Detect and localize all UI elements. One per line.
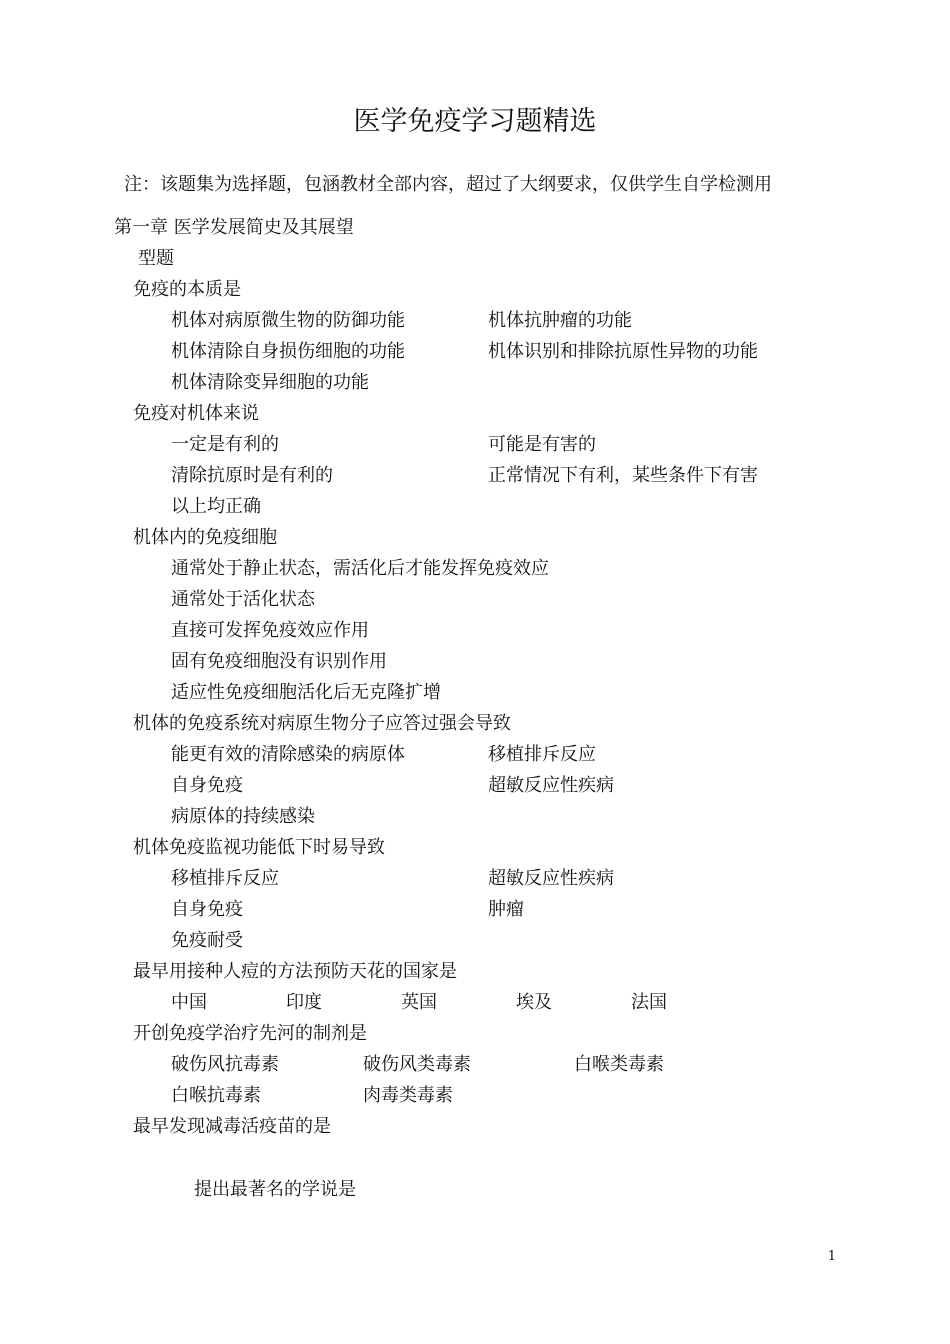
- question-option: 印度: [286, 992, 322, 1013]
- question-option: 通常处于活化状态: [171, 589, 315, 610]
- page-number: 1: [827, 1249, 836, 1264]
- question-stem: 机体免疫监视功能低下时易导致: [133, 837, 385, 858]
- question-option: 固有免疫细胞没有识别作用: [171, 651, 387, 672]
- question-option: 免疫耐受: [171, 930, 243, 951]
- question-option: 中国: [171, 992, 207, 1013]
- question-option: 肉毒类毒素: [363, 1085, 453, 1106]
- question-stem: 开创免疫学治疗先河的制剂是: [133, 1023, 367, 1044]
- question-option: 白喉抗毒素: [171, 1085, 261, 1106]
- question-option: 自身免疫: [171, 775, 243, 796]
- question-option: 超敏反应性疾病: [488, 868, 614, 889]
- question-option: 正常情况下有利，某些条件下有害: [488, 465, 758, 486]
- question-option: 以上均正确: [171, 496, 261, 517]
- question-stem: 最早用接种人痘的方法预防天花的国家是: [133, 961, 457, 982]
- question-option: 破伤风类毒素: [363, 1054, 471, 1075]
- question-option: 通常处于静止状态，需活化后才能发挥免疫效应: [171, 558, 549, 579]
- question-option: 可能是有害的: [488, 434, 596, 455]
- question-option: 机体清除变异细胞的功能: [171, 372, 369, 393]
- question-stem: 免疫的本质是: [133, 279, 241, 300]
- question-option: 超敏反应性疾病: [488, 775, 614, 796]
- question-stem: 机体的免疫系统对病原生物分子应答过强会导致: [133, 713, 511, 734]
- question-option: 能更有效的清除感染的病原体: [171, 744, 405, 765]
- question-option: 一定是有利的: [171, 434, 279, 455]
- question-option: 机体抗肿瘤的功能: [488, 310, 632, 331]
- question-option: 埃及: [516, 992, 552, 1013]
- question-option: 直接可发挥免疫效应作用: [171, 620, 369, 641]
- section-heading: 型题: [138, 248, 174, 269]
- document-note: 注：该题集为选择题，包涵教材全部内容，超过了大纲要求，仅供学生自学检测用: [124, 174, 772, 195]
- question-option: 机体识别和排除抗原性异物的功能: [488, 341, 758, 362]
- question-option: 病原体的持续感染: [171, 806, 315, 827]
- question-option: 移植排斥反应: [171, 868, 279, 889]
- question-option: 机体清除自身损伤细胞的功能: [171, 341, 405, 362]
- question-stem: 免疫对机体来说: [133, 403, 259, 424]
- question-stem: 最早发现减毒活疫苗的是: [133, 1116, 331, 1137]
- chapter-heading: 第一章 医学发展简史及其展望: [114, 217, 354, 238]
- question-option: 清除抗原时是有利的: [171, 465, 333, 486]
- question-option: 破伤风抗毒素: [171, 1054, 279, 1075]
- question-option: 肿瘤: [488, 899, 524, 920]
- question-option: 机体对病原微生物的防御功能: [171, 310, 405, 331]
- question-option: 移植排斥反应: [488, 744, 596, 765]
- document-title: 医学免疫学习题精选: [353, 106, 597, 137]
- question-option: 英国: [401, 992, 437, 1013]
- question-stem: 机体内的免疫细胞: [133, 527, 277, 548]
- question-option: 适应性免疫细胞活化后无克隆扩增: [171, 682, 441, 703]
- question-option: 法国: [631, 992, 667, 1013]
- question-option: 白喉类毒素: [574, 1054, 664, 1075]
- question-stem: 提出最著名的学说是: [194, 1179, 356, 1200]
- question-option: 自身免疫: [171, 899, 243, 920]
